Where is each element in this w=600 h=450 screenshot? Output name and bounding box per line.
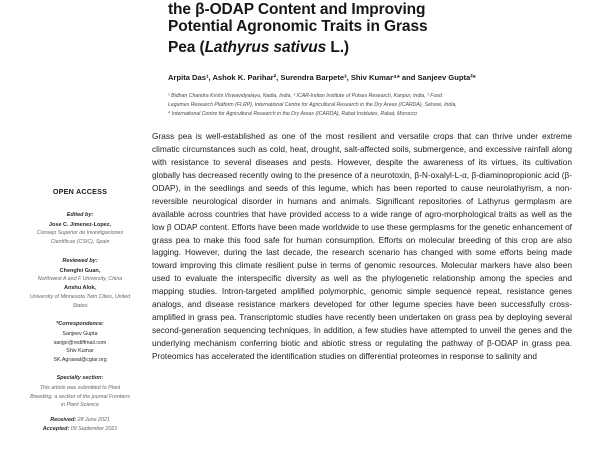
accepted-date <box>28 425 132 434</box>
title-line-3-post: L.) <box>326 38 349 56</box>
corresponding-author-2-name: Shiv Kumar <box>66 348 94 355</box>
affiliation-list <box>168 92 592 119</box>
reviewer-2-affiliation: University of Minnesota Twin Cities, United States <box>29 293 131 309</box>
edited-by-label: Edited by: <box>66 211 94 218</box>
editor-affiliation: Consejo Superior de Investigaciones Científicas (CSIC), Spain <box>36 230 124 246</box>
received-label: Received: <box>50 416 77 423</box>
affiliation-line-2: Legumes Research Platform (FLRP), International Centre for Agricultural Research in the Dry Areas (ICARDA), Sehore, India, <box>168 101 457 108</box>
specialty-section-label: Specialty section: <box>56 375 104 382</box>
dates-block <box>28 416 132 434</box>
corresponding-author-1-name: Sanjeev Gupta <box>62 330 98 337</box>
title-line-3 <box>168 38 592 59</box>
edited-by-block <box>28 211 132 247</box>
reviewer-1-affiliation: Northwest A and F University, China <box>37 276 123 283</box>
editor-name: Jose C. Jimenez-Lopez, <box>48 221 112 228</box>
title-species-name: Lathyrus sativus <box>204 38 327 56</box>
affiliation-line-1: ¹ Bidhan Chandra Krishi Viswavidyalaya, Nadia, India, ² ICAR-Indian Institute of Pulses Research, Kanpur, India, ³ Food <box>168 92 443 99</box>
title-block <box>168 0 592 59</box>
correspondence-label: *Correspondence: <box>56 321 104 328</box>
accepted-label: Accepted: <box>42 425 70 432</box>
title-line-3-pre: Pea ( <box>168 38 205 56</box>
title-line-2: Potential Agronomic Traits in Grass <box>168 18 428 35</box>
received-value: 28 June 2021 <box>76 416 110 423</box>
author-list: Arpita Das¹, Ashok K. Parihar², Surendra Barpete³, Shiv Kumar⁴* and Sanjeev Gupta²* <box>168 72 476 82</box>
title-line-1: the β-ODAP Content and Improving <box>168 1 426 17</box>
correspondence-block <box>28 320 132 364</box>
affiliation-line-3: ⁴ International Centre for Agricultural Research in the Dry Areas (ICARDA), Rabat Institutes, Rabat, Morocco <box>168 110 417 117</box>
specialty-section-text: This article was submitted to Plant Breeding, a section of the journal Frontiers in Plant Science <box>30 385 130 409</box>
abstract-paragraph: Grass pea is well-established as one of the most resilient and versatile crops that can thrive under extreme climatic circumstances such as cold, heat, drought, salt-affected soils, submergence, and excessive rainfall along with resistance to several diseases and pests. However, despite the awareness of its virtues, its cultivation globally has decreased recently owing to the presence of a neurotoxin, β-N-oxalyl-L-α, β-diaminopropionic acid (β-ODAP), in the seedlings and seeds of this legume, which has been reported to cause neurolathyrism, a non-reversible neurological disorder in humans and animals. Significant repositories of Lathyrus germplasm are available across countries that have provided access to a wide range of agro-morphological traits as well as the low β ODAP content. Efforts have been made worldwide to use these germplasms for the genetic enhancement of grass pea to make this food safe for human consumption. Efforts on molecular breeding of this crop are also lagging. However, during the last decade, the research scenario has changed with some efforts being made toward improving this climate resilient pulse in terms of genomic resources. Molecular markers have also been used to evaluate the interspecific diversity as well as the phylogenetic relationship among the species and mapping studies. Intron-targeted amplified polymorphic, genomic simple sequence repeat, resistance genes analogs, and disease resistance markers developed for other legume species have been successfully cross-amplified in grass pea. Transcriptomic studies have recently been undertaken on grass pea by deploying several second-generation sequencing techniques. In addition, a few studies have attempted to unveil the genes and the underlying mechanism conferring biotic and abiotic stress or regulating the pathway of β-ODAP in grass pea. Proteomics has accelerated the identification studies on differential proteomes in response to salinity and <box>152 131 572 361</box>
open-access-badge: OPEN ACCESS <box>52 187 108 196</box>
reviewer-1-name: Chengfei Guan, <box>59 267 101 274</box>
page-title <box>168 0 592 59</box>
article-metadata-sidebar <box>28 186 132 440</box>
received-date <box>28 416 132 425</box>
corresponding-author-2-email[interactable]: SK.Agrawal@cgiar.org <box>53 356 107 363</box>
reviewer-2-name: Anshu Alok, <box>64 285 96 292</box>
reviewed-by-block <box>28 257 132 310</box>
abstract-text <box>152 130 572 363</box>
corresponding-author-1-email[interactable]: sanjpr@rediffmail.com <box>53 339 107 346</box>
reviewed-by-label: Reviewed by: <box>62 257 98 264</box>
specialty-section-block <box>28 374 132 410</box>
accepted-value: 09 September 2021 <box>69 425 118 432</box>
